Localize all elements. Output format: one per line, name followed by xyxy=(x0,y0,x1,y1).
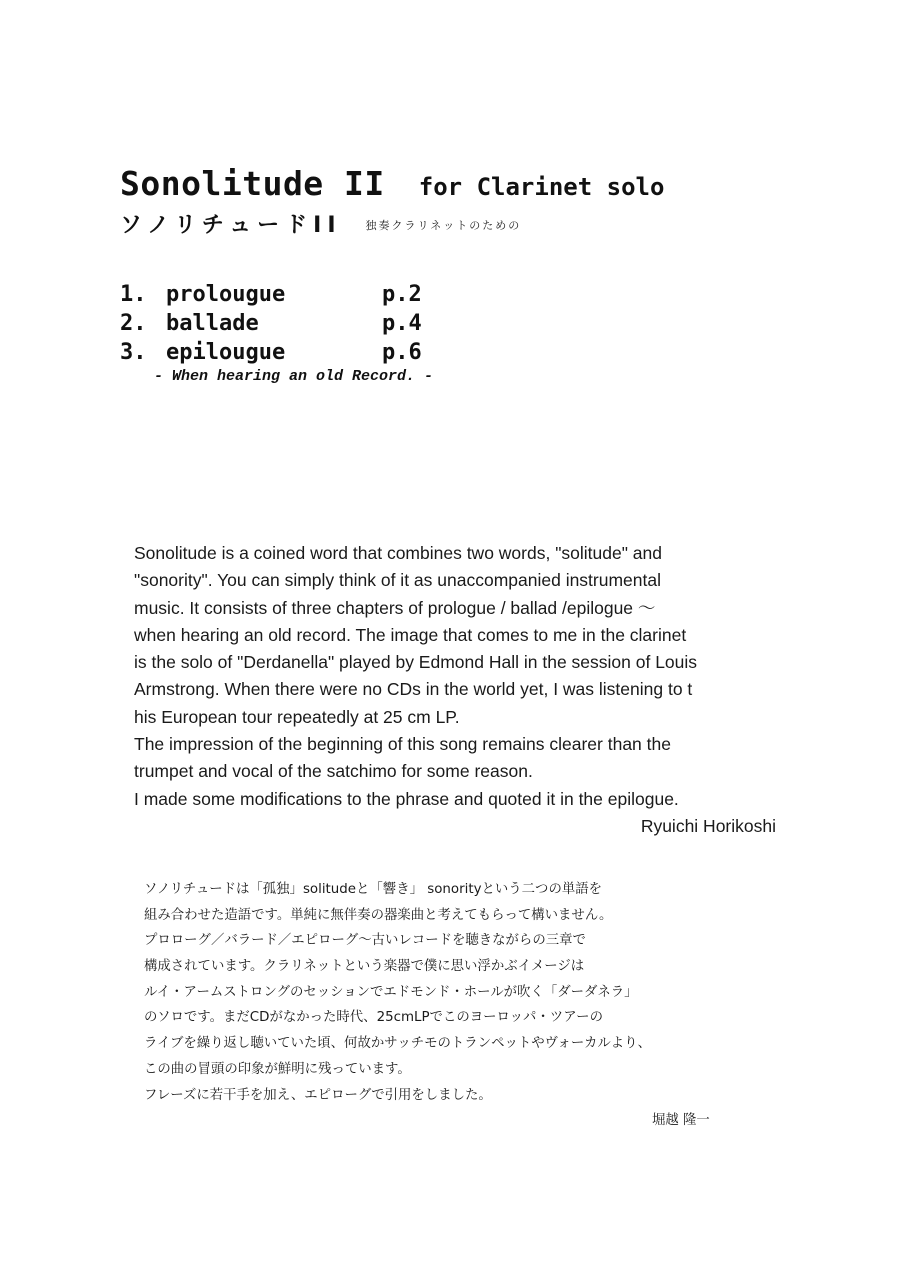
japanese-note-line: フレーズに若干手を加え、エピローグで引用をしました。 xyxy=(144,1087,492,1103)
japanese-note-line: この曲の冒頭の印象が鮮明に残っています。 xyxy=(144,1061,411,1077)
japanese-title-row xyxy=(120,208,521,239)
japanese-subtitle: 独奏クラリネットのための xyxy=(365,219,522,232)
japanese-note-line: ライブを繰り返し聴いていた頃、何故かサッチモのトランペットやヴォーカルより、 xyxy=(144,1036,651,1052)
toc-item-page: p.4 xyxy=(382,311,422,336)
english-note-line: Sonolitude is a coined word that combines two words, "solitude" and xyxy=(134,543,662,563)
epilogue-subtitle-note: - When hearing an old Record. - xyxy=(154,368,434,385)
japanese-note-line: ソノリチュードは「孤独」solitudeと「響き」 sonorityという二つの単語を xyxy=(144,882,603,897)
toc-item-page: p.2 xyxy=(382,282,422,307)
japanese-note-line: 構成されています。クラリネットという楽器で僕に思い浮かぶイメージは xyxy=(144,959,585,975)
toc-item-number: 3. xyxy=(120,340,147,365)
toc-item-number: 2. xyxy=(120,311,147,336)
english-note-line: I made some modifications to the phrase and quoted it in the epilogue. xyxy=(134,788,679,809)
japanese-program-notes xyxy=(144,877,784,1134)
english-note-line: Armstrong. When there were no CDs in the world yet, I was listening to t xyxy=(134,679,693,700)
english-note-line: is the solo of "Derdanella" played by Edmond Hall in the session of Louis xyxy=(134,652,698,673)
japanese-signature: 堀越 隆一 xyxy=(652,1113,710,1129)
page-title: Sonolitude II xyxy=(120,164,385,203)
english-note-line: "sonority". You can simply think of it as unaccompanied instrumental xyxy=(134,570,662,591)
japanese-note-line: プロローグ／バラード／エピローグ～古いレコードを聴きながらの三章で xyxy=(144,933,586,949)
english-note-line: his European tour repeatedly at 25 cm LP. xyxy=(134,706,460,727)
toc-item-label: epilougue xyxy=(166,340,286,365)
english-program-notes xyxy=(134,540,794,840)
japanese-note-line: 組み合わせた造語です。単純に無伴奏の器楽曲と考えてもらって構いません。 xyxy=(144,907,613,923)
japanese-title: ソノリチュードII xyxy=(120,213,342,238)
toc-item-number: 1. xyxy=(120,282,147,307)
english-note-line: trumpet and vocal of the satchimo for some reason. xyxy=(134,761,533,782)
title-row xyxy=(120,164,664,203)
toc-item-ballade xyxy=(120,309,422,338)
toc-item-epilougue xyxy=(120,338,422,367)
table-of-contents xyxy=(120,280,422,367)
japanese-note-line: ルイ・アームストロングのセッションでエドモンド・ホールが吹く「ダーダネラ」 xyxy=(144,984,638,1000)
toc-item-page: p.6 xyxy=(382,340,422,365)
toc-item-label: ballade xyxy=(166,311,259,336)
english-note-line: The impression of the beginning of this song remains clearer than the xyxy=(134,734,671,755)
toc-item-prolougue xyxy=(120,280,422,309)
english-note-line: when hearing an old record. The image that comes to me in the clarinet xyxy=(134,624,687,645)
page-subtitle: for Clarinet solo xyxy=(418,173,665,201)
japanese-note-line: のソロです。まだCDがなかった時代、25cmLPでこのヨーロッパ・ツアーの xyxy=(144,1010,603,1026)
english-note-line: music. It consists of three chapters of prologue / ballad /epilogue ～ xyxy=(134,597,656,618)
toc-item-label: prolougue xyxy=(166,282,286,307)
english-signature: Ryuichi Horikoshi xyxy=(640,815,776,836)
